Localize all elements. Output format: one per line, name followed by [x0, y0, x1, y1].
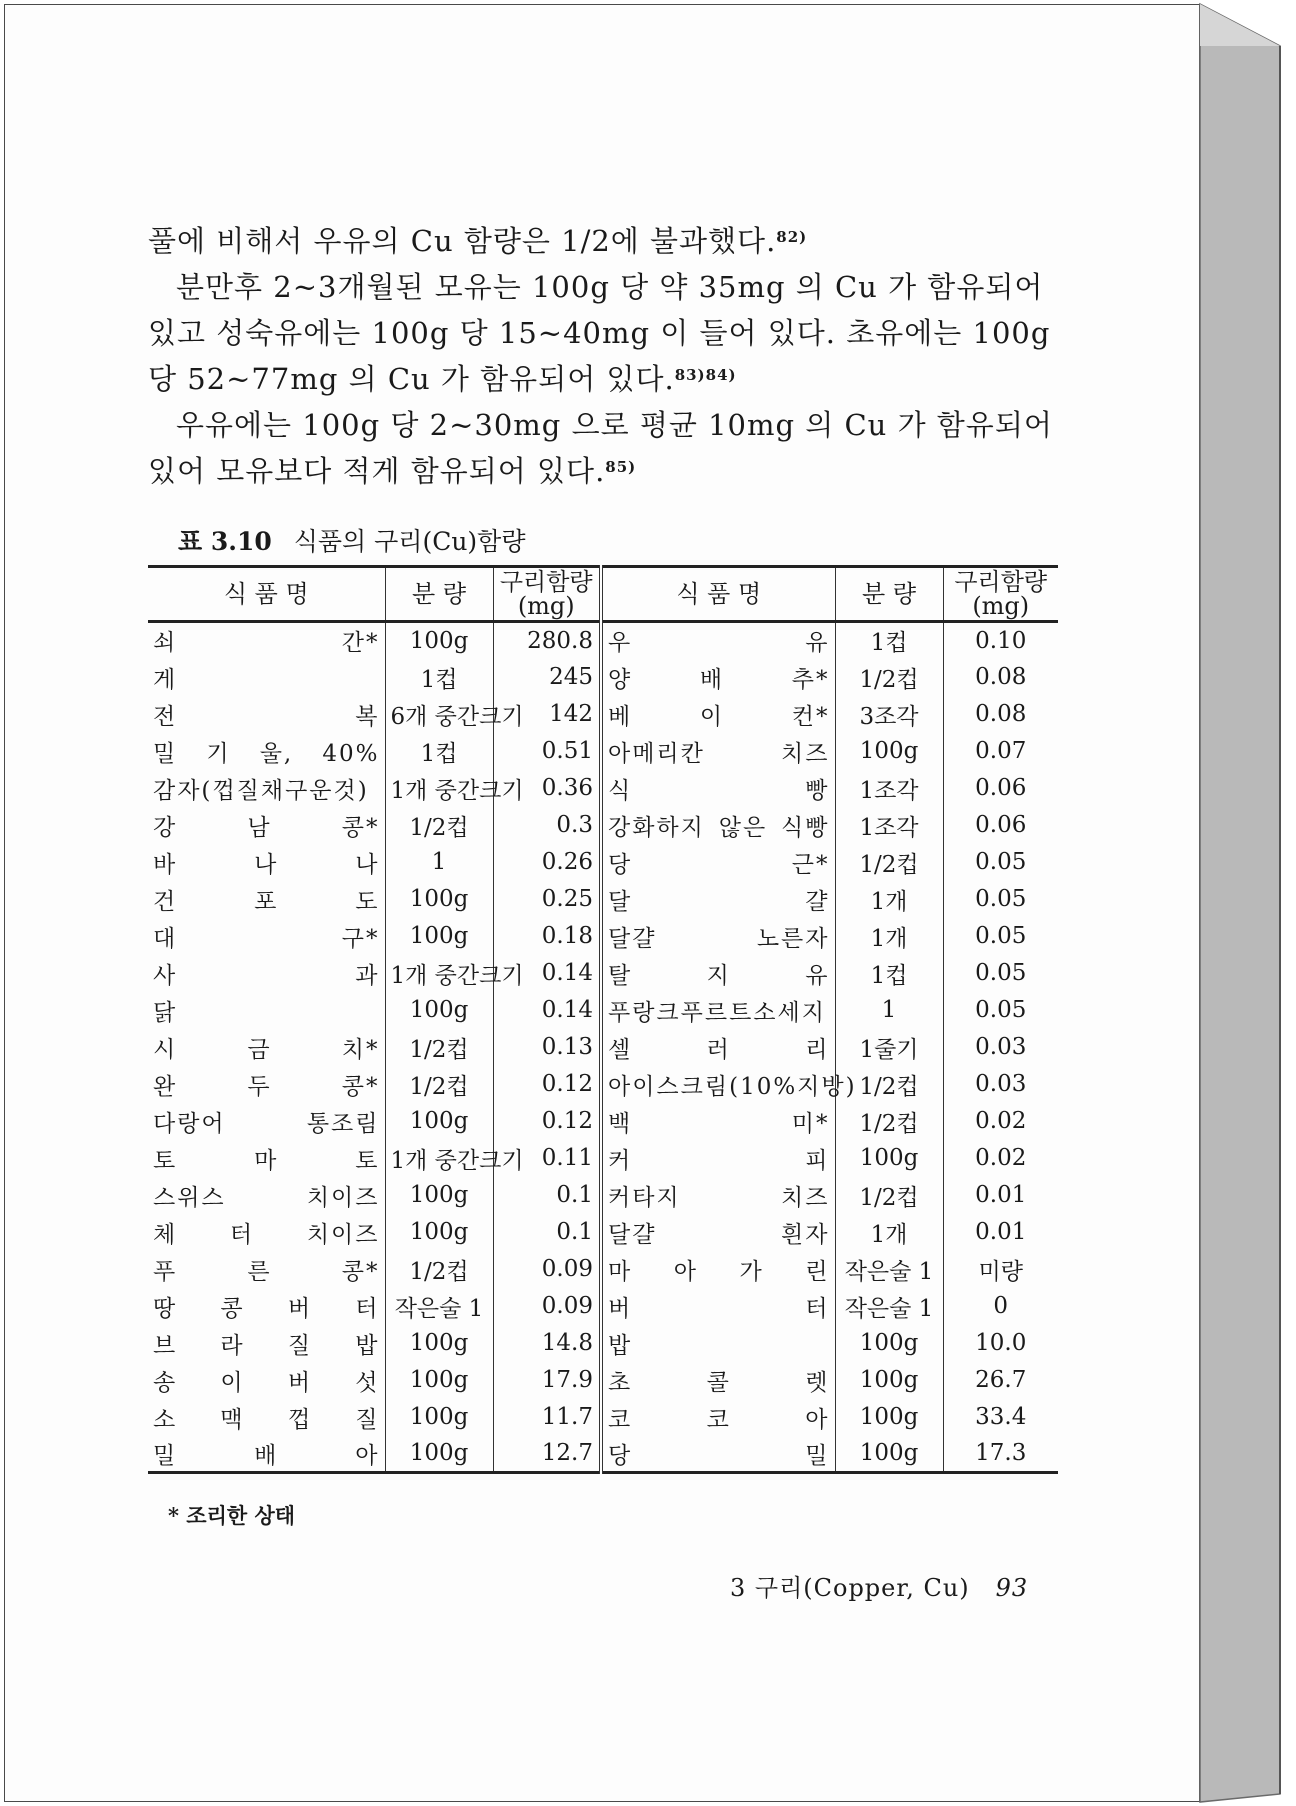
amount-cell: 6개 중간크기 [385, 696, 493, 733]
table-row [148, 1140, 1058, 1177]
table-row [148, 918, 1058, 955]
food-name-cell: 버 터 [601, 1288, 835, 1325]
food-name-cell: 강화하지 않은 식빵 [601, 807, 835, 844]
food-name-cell: 소 맥 껍 질 [153, 1406, 380, 1433]
table-row [148, 1066, 1058, 1103]
food-name-cell: 완 두 콩* [153, 1073, 380, 1100]
reference-mark: 83)84) [674, 366, 737, 384]
table-caption-title: 식품의 구리(Cu)함량 [293, 527, 526, 556]
copper-value-cell: 17.3 [943, 1436, 1058, 1473]
food-name-cell: 다랑어 통조림 [153, 1110, 380, 1137]
table-row [148, 992, 1058, 1029]
table-row [148, 1436, 1058, 1473]
table-row [148, 1029, 1058, 1066]
table-row [148, 807, 1058, 844]
food-name-cell: 강 남 콩* [153, 814, 380, 841]
amount-cell: 1조각 [835, 770, 943, 807]
amount-cell: 1컵 [835, 955, 943, 992]
table-caption-label: 표 3.10 [178, 527, 272, 556]
copper-value-cell: 0.13 [493, 1029, 601, 1066]
copper-value-cell: 0.08 [943, 659, 1058, 696]
table-row [148, 1288, 1058, 1325]
amount-cell: 1개 [835, 1214, 943, 1251]
copper-value-cell: 0.02 [943, 1103, 1058, 1140]
amount-cell: 100g [385, 1177, 493, 1214]
food-name-cell: 커타지 치즈 [601, 1177, 835, 1214]
food-name-cell: 푸랑크푸르트소세지 [601, 992, 835, 1029]
paragraph-1 [148, 218, 1068, 264]
amount-cell: 1 [385, 844, 493, 881]
copper-value-cell: 0.1 [493, 1177, 601, 1214]
header-copper-unit: (mg) [517, 592, 575, 620]
header-copper-unit: (mg) [972, 592, 1030, 620]
header-copper [493, 567, 601, 622]
copper-value-cell: 0.1 [493, 1214, 601, 1251]
running-footer-section: 3 구리(Copper, Cu) [730, 1574, 970, 1602]
food-name-cell: 전 복 [153, 703, 380, 730]
copper-value-cell: 0.09 [493, 1251, 601, 1288]
amount-cell: 1개 중간크기 [385, 770, 493, 807]
header-copper [943, 567, 1058, 622]
food-name-cell: 식 빵 [601, 770, 835, 807]
amount-cell: 100g [835, 1399, 943, 1436]
amount-cell: 100g [835, 1325, 943, 1362]
reference-mark: 85) [605, 458, 637, 476]
amount-cell: 1/2컵 [835, 1066, 943, 1103]
food-name-cell: 게 [153, 666, 178, 693]
copper-value-cell: 26.7 [943, 1362, 1058, 1399]
copper-value-cell: 0.06 [943, 770, 1058, 807]
food-name-cell: 체 터 치이즈 [153, 1221, 380, 1248]
running-footer [730, 1568, 1028, 1603]
amount-cell: 1/2컵 [835, 844, 943, 881]
copper-value-cell: 0.26 [493, 844, 601, 881]
table-row [148, 844, 1058, 881]
copper-value-cell: 0.10 [943, 622, 1058, 659]
food-name-cell: 우 유 [601, 622, 835, 659]
table-row [148, 1251, 1058, 1288]
amount-cell: 100g [835, 1436, 943, 1473]
amount-cell: 1컵 [835, 622, 943, 659]
food-name-cell: 브 라 질 밥 [153, 1332, 380, 1359]
amount-cell: 작은술 1 [835, 1251, 943, 1288]
food-name-cell: 코 코 아 [601, 1399, 835, 1436]
food-name-cell: 밀 기 울, 40% [153, 740, 380, 767]
copper-value-cell: 0.01 [943, 1214, 1058, 1251]
paragraph-2-text: 분만후 2~3개월된 모유는 100g 당 약 35mg 의 Cu 가 함유되어 있고 성숙유에는 100g 당 15~40mg 이 들어 있다. 초유에는 100g 당 52~77mg 의 Cu 가 함유되어 있다. [148, 270, 1051, 396]
food-name-cell: 쇠 간* [153, 630, 380, 657]
copper-value-cell: 0.03 [943, 1029, 1058, 1066]
header-copper-label: 구리함량 [499, 568, 593, 596]
header-amount: 분 량 [835, 567, 943, 622]
food-name-cell: 감자(껍질채구운것) [153, 777, 369, 804]
copper-value-cell: 10.0 [943, 1325, 1058, 1362]
copper-value-cell: 0.07 [943, 733, 1058, 770]
food-name-cell: 양 배 추* [601, 659, 835, 696]
copper-content-table [148, 565, 1058, 1474]
copper-value-cell: 0 [943, 1288, 1058, 1325]
header-food: 식 품 명 [148, 567, 385, 622]
table-row [148, 733, 1058, 770]
food-name-cell: 당 밀 [601, 1436, 835, 1473]
amount-cell: 1/2컵 [385, 807, 493, 844]
copper-value-cell: 0.08 [943, 696, 1058, 733]
food-name-cell: 초 콜 렛 [601, 1362, 835, 1399]
table-row [148, 696, 1058, 733]
food-name-cell: 토 마 토 [153, 1147, 380, 1174]
food-name-cell: 마 아 가 린 [601, 1251, 835, 1288]
amount-cell: 100g [385, 1399, 493, 1436]
amount-cell: 100g [385, 918, 493, 955]
copper-value-cell: 14.8 [493, 1325, 601, 1362]
food-name-cell: 닭 [153, 999, 178, 1026]
copper-value-cell: 33.4 [943, 1399, 1058, 1436]
copper-value-cell: 0.12 [493, 1066, 601, 1103]
table-row [148, 881, 1058, 918]
header-copper-label: 구리함량 [954, 568, 1048, 596]
food-name-cell: 아이스크림(10%지방) [601, 1066, 835, 1103]
amount-cell: 100g [385, 1325, 493, 1362]
amount-cell: 3조각 [835, 696, 943, 733]
paragraph-1-text: 풀에 비해서 우유의 Cu 함량은 1/2에 불과했다. [148, 224, 777, 258]
paragraph-3 [148, 402, 1068, 494]
copper-value-cell: 11.7 [493, 1399, 601, 1436]
food-name-cell: 달 걀 [601, 881, 835, 918]
amount-cell: 100g [835, 1140, 943, 1177]
amount-cell: 1개 중간크기 [385, 955, 493, 992]
table-row [148, 659, 1058, 696]
table-row [148, 955, 1058, 992]
table-row [148, 770, 1058, 807]
copper-value-cell: 12.7 [493, 1436, 601, 1473]
food-name-cell: 베 이 컨* [601, 696, 835, 733]
food-name-cell: 시 금 치* [153, 1036, 380, 1063]
amount-cell: 100g [385, 881, 493, 918]
table-row [148, 1325, 1058, 1362]
amount-cell: 100g [385, 1436, 493, 1473]
copper-value-cell: 0.36 [493, 770, 601, 807]
header-food: 식 품 명 [601, 567, 835, 622]
food-name-cell: 백 미* [601, 1103, 835, 1140]
paragraph-3-text: 우유에는 100g 당 2~30mg 으로 평균 10mg 의 Cu 가 함유되어 있어 모유보다 적게 함유되어 있다. [148, 408, 1053, 488]
amount-cell: 100g [385, 1362, 493, 1399]
copper-value-cell: 0.14 [493, 992, 601, 1029]
amount-cell: 100g [385, 622, 493, 659]
table-row [148, 1399, 1058, 1436]
amount-cell: 1/2컵 [385, 1066, 493, 1103]
food-name-cell: 셀 러 리 [601, 1029, 835, 1066]
copper-value-cell: 0.18 [493, 918, 601, 955]
copper-value-cell: 0.25 [493, 881, 601, 918]
food-name-cell: 사 과 [153, 962, 380, 989]
amount-cell: 1개 [835, 918, 943, 955]
food-name-cell: 커 피 [601, 1140, 835, 1177]
copper-value-cell: 0.11 [493, 1140, 601, 1177]
food-name-cell: 밀 배 아 [148, 1436, 385, 1473]
food-name-cell: 땅 콩 버 터 [153, 1295, 380, 1322]
copper-value-cell: 0.05 [943, 992, 1058, 1029]
copper-value-cell: 0.05 [943, 918, 1058, 955]
header-amount: 분 량 [385, 567, 493, 622]
amount-cell: 1컵 [385, 659, 493, 696]
copper-value-cell: 17.9 [493, 1362, 601, 1399]
paragraph-2 [148, 264, 1068, 402]
copper-value-cell: 0.09 [493, 1288, 601, 1325]
amount-cell: 1컵 [385, 733, 493, 770]
table-row [148, 622, 1058, 659]
food-name-cell: 탈 지 유 [601, 955, 835, 992]
amount-cell: 100g [385, 1214, 493, 1251]
reference-mark: 82) [776, 228, 808, 246]
food-name-cell: 달걀 노른자 [601, 918, 835, 955]
food-name-cell: 밥 [601, 1325, 835, 1362]
food-name-cell: 달걀 흰자 [601, 1214, 835, 1251]
table-caption [178, 522, 525, 558]
amount-cell: 100g [385, 1103, 493, 1140]
amount-cell: 1/2컵 [835, 1103, 943, 1140]
amount-cell: 1줄기 [835, 1029, 943, 1066]
table-header-row [148, 567, 1058, 622]
copper-value-cell: 245 [493, 659, 601, 696]
table-row [148, 1214, 1058, 1251]
amount-cell: 1 [835, 992, 943, 1029]
amount-cell: 1/2컵 [385, 1251, 493, 1288]
food-name-cell: 송 이 버 섯 [153, 1369, 380, 1396]
copper-value-cell: 0.05 [943, 844, 1058, 881]
amount-cell: 100g [835, 733, 943, 770]
amount-cell: 100g [385, 992, 493, 1029]
copper-value-cell: 0.3 [493, 807, 601, 844]
food-name-cell: 스위스 치이즈 [153, 1184, 380, 1211]
amount-cell: 작은술 1 [835, 1288, 943, 1325]
amount-cell: 1개 중간크기 [385, 1140, 493, 1177]
table-row [148, 1362, 1058, 1399]
table-row [148, 1103, 1058, 1140]
copper-value-cell: 0.12 [493, 1103, 601, 1140]
copper-value-cell: 0.14 [493, 955, 601, 992]
amount-cell: 1/2컵 [385, 1029, 493, 1066]
amount-cell: 1/2컵 [835, 659, 943, 696]
amount-cell: 1조각 [835, 807, 943, 844]
food-name-cell: 건 포 도 [153, 888, 380, 915]
copper-value-cell: 0.05 [943, 881, 1058, 918]
copper-value-cell: 미량 [943, 1251, 1058, 1288]
amount-cell: 작은술 1 [385, 1288, 493, 1325]
copper-value-cell: 0.03 [943, 1066, 1058, 1103]
copper-value-cell: 0.05 [943, 955, 1058, 992]
copper-value-cell: 0.51 [493, 733, 601, 770]
copper-value-cell: 280.8 [493, 622, 601, 659]
food-name-cell: 바 나 나 [153, 851, 380, 878]
table-row [148, 1177, 1058, 1214]
book-edge [1200, 4, 1292, 1802]
amount-cell: 1/2컵 [835, 1177, 943, 1214]
copper-value-cell: 0.02 [943, 1140, 1058, 1177]
copper-value-cell: 142 [493, 696, 601, 733]
food-name-cell: 대 구* [153, 925, 380, 952]
food-name-cell: 아메리칸 치즈 [601, 733, 835, 770]
amount-cell: 100g [835, 1362, 943, 1399]
table-footnote: * 조리한 상태 [168, 1503, 296, 1528]
food-name-cell: 당 근* [601, 844, 835, 881]
copper-value-cell: 0.01 [943, 1177, 1058, 1214]
amount-cell: 1개 [835, 881, 943, 918]
food-name-cell: 푸 른 콩* [153, 1258, 380, 1285]
page-number: 93 [995, 1574, 1029, 1602]
copper-value-cell: 0.06 [943, 807, 1058, 844]
